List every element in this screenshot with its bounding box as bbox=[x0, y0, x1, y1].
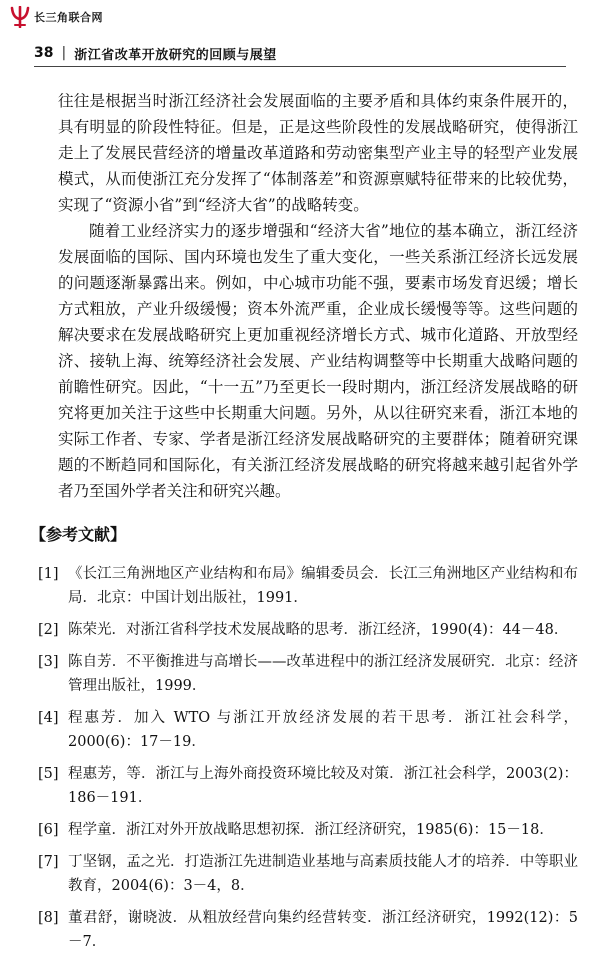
header-separator: | bbox=[61, 45, 67, 61]
reference-text: 陈自芳．不平衡推进与高增长——改革进程中的浙江经济发展研究．北京：经济管理出版社，1999． bbox=[68, 654, 578, 694]
page-number: 38 bbox=[34, 45, 54, 61]
trident-logo-icon bbox=[10, 6, 30, 28]
reference-item bbox=[38, 706, 578, 754]
reference-item bbox=[38, 906, 578, 954]
reference-index: [6] bbox=[38, 822, 59, 838]
reference-text: 丁坚钢，孟之光．打造浙江先进制造业基地与高素质技能人才的培养．中等职业教育，2004(6)：3－4，8． bbox=[68, 854, 578, 894]
reference-text: 陈荣光．对浙江省科学技术发展战略的思考．浙江经济，1990(4)：44－48． bbox=[68, 622, 569, 638]
reference-item bbox=[38, 650, 578, 698]
paragraph: 往往是根据当时浙江经济社会发展面临的主要矛盾和具体约束条件展开的，具有明显的阶段性特征。但是，正是这些阶段性的发展战略研究，使得浙江走上了发展民营经济的增量改革道路和劳动密集型产业主导的轻型产业发展模式，从而使浙江充分发挥了“体制落差”和资源禀赋特征带来的比较优势，实现了“资源小省”到“经济大省”的战略转变。 bbox=[58, 92, 578, 214]
site-logo bbox=[10, 6, 103, 28]
reference-text: 董君舒，谢晓波．从粗放经营向集约经营转变．浙江经济研究，1992(12)：5－7． bbox=[68, 910, 578, 950]
reference-text: 程惠芳，等．浙江与上海外商投资环境比较及对策．浙江社会科学，2003(2)：186－191． bbox=[68, 766, 578, 806]
references-heading: 【参考文献】 bbox=[30, 525, 127, 544]
references-list bbox=[38, 562, 578, 962]
reference-item bbox=[38, 818, 578, 842]
reference-index: [2] bbox=[38, 622, 59, 638]
reference-index: [3] bbox=[38, 654, 59, 670]
reference-index: [7] bbox=[38, 854, 59, 870]
running-header bbox=[34, 40, 566, 67]
reference-index: [4] bbox=[38, 710, 59, 726]
reference-text: 程学童．浙江对外开放战略思想初探．浙江经济研究，1985(6)：15－18． bbox=[68, 822, 554, 838]
header-title: 浙江省改革开放研究的回顾与展望 bbox=[74, 47, 277, 63]
reference-item bbox=[38, 762, 578, 810]
body-text bbox=[58, 88, 578, 504]
reference-item bbox=[38, 850, 578, 898]
paragraph: 随着工业经济实力的逐步增强和“经济大省”地位的基本确立，浙江经济发展面临的国际、国内环境也发生了重大变化，一些关系浙江经济长远发展的问题逐渐暴露出来。例如，中心城市功能不强，要素市场发育迟缓；增长方式粗放，产业升级缓慢；资本外流严重，企业成长缓慢等等。这些问题的解决要求在发展战略研究上更加重视经济增长方式、城市化道路、开放型经济、接轨上海、统筹经济社会发展、产业结构调整等中长期重大战略问题的前瞻性研究。因此，“十一五”乃至更长一段时期内，浙江经济发展战略的研究将更加关注于这些中长期重大问题。另外，从以往研究来看，浙江本地的实际工作者、专家、学者是浙江经济发展战略研究的主要群体；随着研究课题的不断趋同和国际化，有关浙江经济发展战略的研究将越来越引起省外学者乃至国外学者关注和研究兴趣。 bbox=[58, 222, 578, 500]
reference-text: 程惠芳．加入 WTO 与浙江开放经济发展的若干思考．浙江社会科学，2000(6)：17－19． bbox=[68, 710, 578, 750]
reference-item bbox=[38, 618, 578, 642]
reference-index: [5] bbox=[38, 766, 59, 782]
reference-text: 《长江三角洲地区产业结构和布局》编辑委员会．长江三角洲地区产业结构和布局．北京：中国计划出版社，1991． bbox=[68, 566, 578, 606]
logo-text: 长三角联合网 bbox=[34, 11, 103, 24]
reference-index: [1] bbox=[38, 566, 59, 582]
reference-item bbox=[38, 562, 578, 610]
reference-index: [8] bbox=[38, 910, 59, 926]
